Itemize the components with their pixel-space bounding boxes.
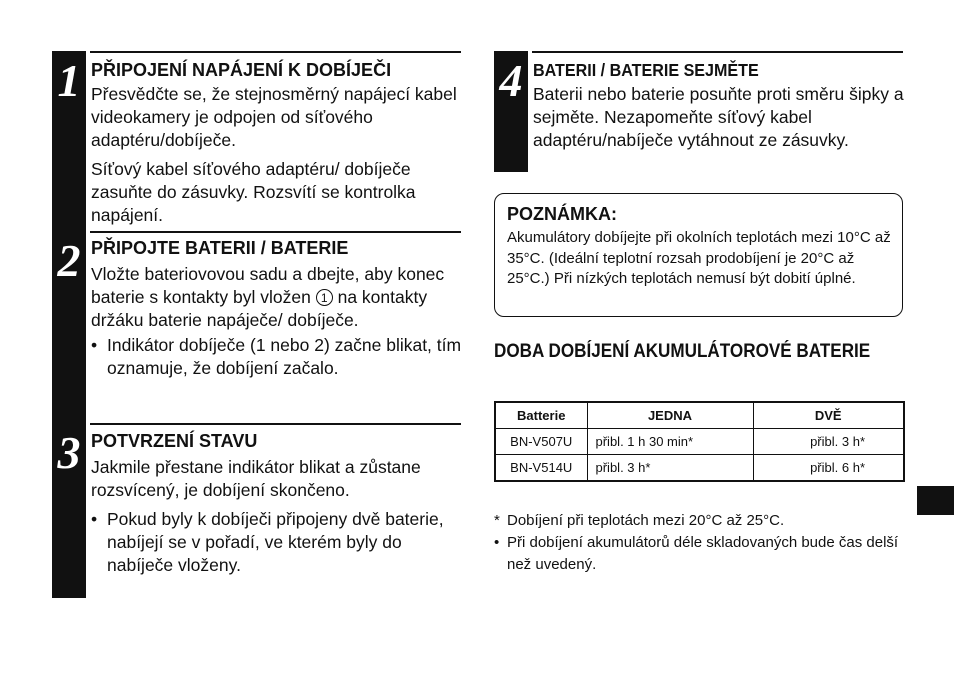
header-one: JEDNA: [587, 402, 753, 429]
step-4-title: BATERII / BATERIE SEJMĚTE: [533, 60, 759, 80]
step-number-1: 1: [57, 55, 81, 106]
circled-number-1: 1: [316, 289, 333, 306]
step-number-2: 2: [57, 235, 81, 286]
charge-time-title: DOBA DOBÍJENÍ AKUMULÁTOROVÉ BATERIE: [494, 341, 871, 362]
footnotes: [494, 510, 904, 576]
step-number-3: 3: [57, 427, 81, 478]
note-text: Akumulátory dobíjejte při okolních teplotách mezi 10°C až 35°C. (Ideální teplotní rozsah prodobíjení je 20°C až 25°C.) Při nízkých teplotách nemusí být dobití úplné.: [507, 229, 891, 287]
step-1-rule: [90, 51, 461, 53]
charge-time-table: [494, 401, 905, 482]
step-2-rule: [90, 231, 461, 233]
asterisk-text: Dobíjení při teplotách mezi 20°C až 25°C.: [507, 512, 785, 529]
step-3-rule: [90, 423, 461, 425]
time-one: přibl. 3 h*: [587, 455, 753, 482]
note-title: POZNÁMKA:: [507, 204, 617, 224]
step-2-paragraph-1: [91, 263, 463, 332]
step-4-body: [533, 83, 905, 152]
bullet-text: Při dobíjení akumulátorů déle skladovaných bude čas delší než uvedený.: [507, 534, 899, 573]
time-one: přibl. 1 h 30 min*: [587, 429, 753, 455]
step-2-title: PŘIPOJTE BATERII / BATERIE: [91, 238, 349, 258]
step-1-paragraph-2: Síťový kabel síťového adaptéru/ dobíječe zasuňte do zásuvky. Rozsvítí se kontrolka napájení.: [91, 159, 416, 225]
step-3-bullet: • Pokud byly k dobíječi připojeny dvě baterie, nabíjejí se v pořadí, ve kterém byly do nabíječe vloženy.: [91, 508, 463, 577]
step-2-text-before: Vložte bateriovovou sadu a dbejte, aby konec baterie s kontakty byl vložen: [91, 264, 445, 307]
step-1-paragraph-1: Přesvědčte se, že stejnosměrný napájecí kabel videokamery je odpojen od síťového adaptéru/dobíječe.: [91, 84, 457, 150]
bullet-mark: •: [494, 534, 500, 551]
step-4-rule: [532, 51, 903, 53]
step-number-4: 4: [499, 55, 523, 106]
table-row: [495, 455, 904, 482]
time-two: přibl. 6 h*: [753, 455, 904, 482]
time-two: přibl. 3 h*: [753, 429, 904, 455]
table-header-row: [495, 402, 904, 429]
step-2-bullet: • Indikátor dobíječe (1 nebo 2) začne blikat, tím oznamuje, že dobíjení začalo.: [91, 334, 463, 380]
left-step-bar: [52, 51, 86, 598]
battery-model: BN-V514U: [495, 455, 587, 482]
table-row: [495, 429, 904, 455]
section-tab-marker: [917, 486, 954, 515]
battery-model: BN-V507U: [495, 429, 587, 455]
step-1-body: [91, 83, 463, 227]
step-1-title: PŘIPOJENÍ NAPÁJENÍ K DOBÍJEČI: [91, 60, 392, 80]
step-3-title: POTVRZENÍ STAVU: [91, 431, 258, 451]
asterisk-mark: *: [494, 512, 500, 529]
footnote-bullet: [494, 532, 904, 576]
step-3-paragraph-1: Jakmile přestane indikátor blikat a zůstane rozsvícený, je dobíjení skončeno.: [91, 457, 421, 500]
step-2-text-after: na kontakty držáku baterie napáječe/ dobíječe.: [91, 287, 428, 330]
step-4-paragraph-1: Baterii nebo baterie posuňte proti směru šipky a sejměte. Nezapomeňte síťový kabel adaptéru/nabíječe vytáhnout ze zásuvky.: [533, 84, 904, 150]
footnote-asterisk: [494, 510, 904, 532]
header-two: DVĚ: [753, 402, 904, 429]
step-3-body: [91, 456, 463, 577]
note-box: [494, 193, 903, 317]
header-battery: Batterie: [495, 402, 587, 429]
step-2-body: [91, 263, 463, 380]
